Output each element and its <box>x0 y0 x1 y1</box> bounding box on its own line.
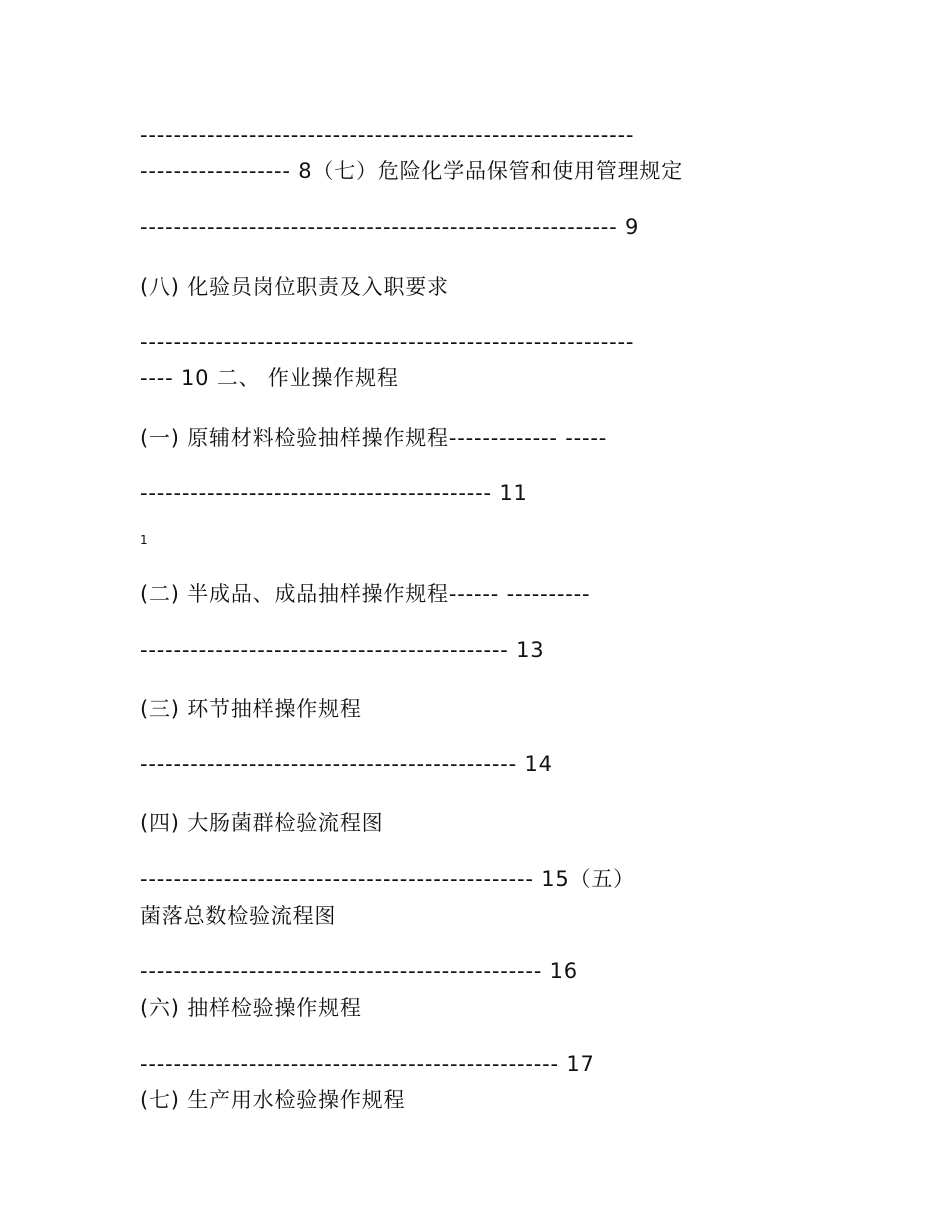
toc-line-6: ---- 10 二、 作业操作规程 <box>140 366 399 390</box>
toc-line-17: (六) 抽样检验操作规程 <box>140 996 362 1020</box>
toc-line-8: ------------------------------------------ 11 <box>140 481 528 505</box>
toc-line-1: ----------------------------------------------------------- <box>140 123 635 147</box>
toc-line-4: (八) 化验员岗位职责及入职要求 <box>140 275 449 299</box>
toc-line-11: (三) 环节抽样操作规程 <box>140 697 362 721</box>
toc-line-19: (七) 生产用水检验操作规程 <box>140 1088 406 1112</box>
toc-line-10: -------------------------------------------- 13 <box>140 638 545 662</box>
toc-line-9: (二) 半成品、成品抽样操作规程------ ---------- <box>140 582 591 606</box>
toc-line-7: (一) 原辅材料检验抽样操作规程------------- ----- <box>140 426 608 450</box>
toc-line-2: ------------------ 8（七）危险化学品保管和使用管理规定 <box>140 159 684 183</box>
toc-line-18: -------------------------------------------------- 17 <box>140 1052 595 1076</box>
page-number: 1 <box>140 533 148 547</box>
toc-line-12: --------------------------------------------- 14 <box>140 752 553 776</box>
toc-line-5: ----------------------------------------------------------- <box>140 330 635 354</box>
toc-line-14: ----------------------------------------------- 15（五） <box>140 867 635 891</box>
toc-line-13: (四) 大肠菌群检验流程图 <box>140 811 384 835</box>
toc-line-3: --------------------------------------------------------- 9 <box>140 215 640 239</box>
toc-line-15: 菌落总数检验流程图 <box>140 904 337 928</box>
toc-line-16: ------------------------------------------------ 16 <box>140 959 578 983</box>
